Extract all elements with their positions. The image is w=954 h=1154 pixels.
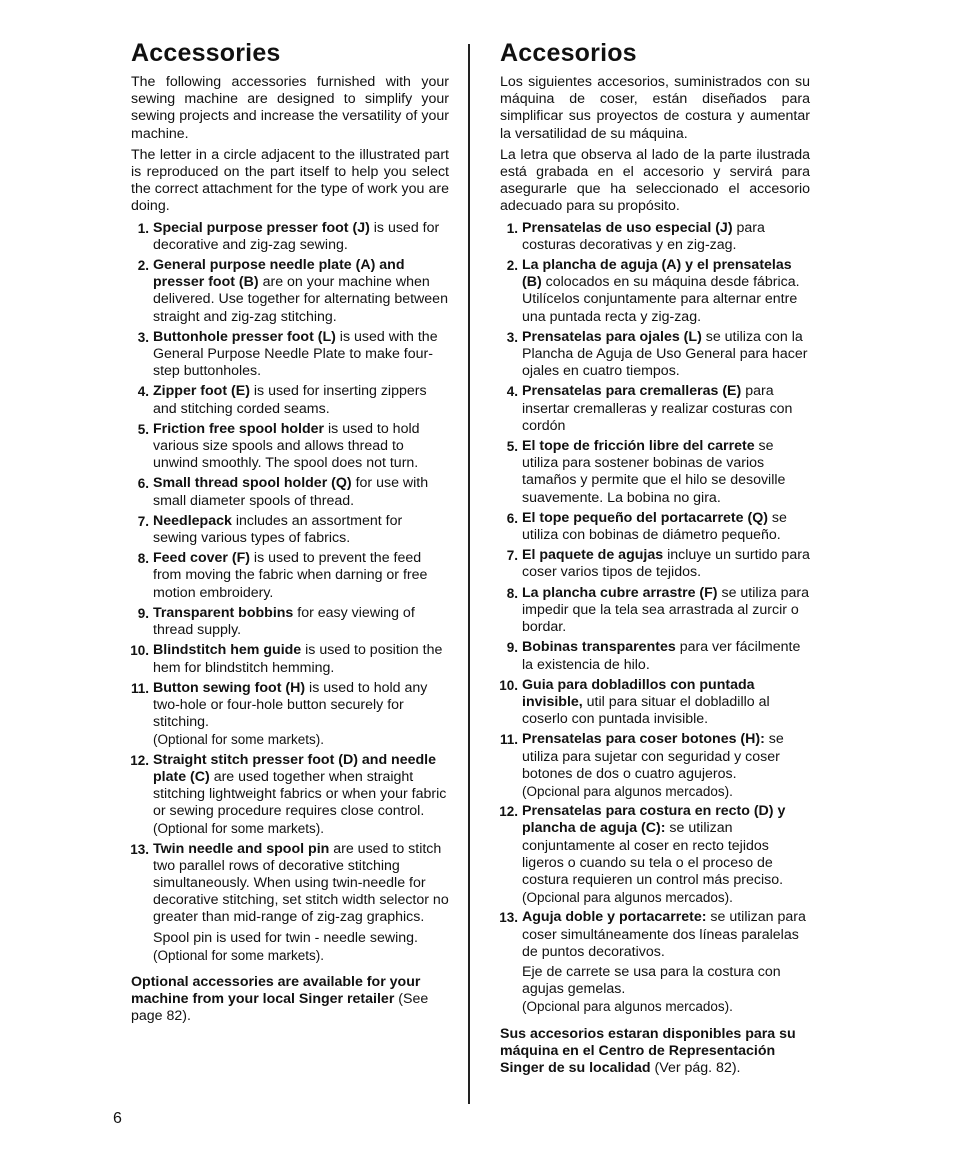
item-number: 2. bbox=[506, 258, 518, 274]
list-item bbox=[500, 510, 810, 544]
retailer-note-ref: (See page 82). bbox=[131, 991, 429, 1025]
item-number: 11. bbox=[499, 732, 518, 748]
item-description: util para situar el dobladillo al coserlo con puntada invisible. bbox=[522, 693, 770, 728]
item-name: Prensatelas para cremalleras (E) bbox=[522, 383, 742, 400]
item-number: 13. bbox=[130, 841, 149, 857]
item-description: for easy viewing of thread supply. bbox=[153, 604, 415, 639]
item-name: Needlepack bbox=[153, 512, 232, 529]
item-description: se utiliza para impedir que la tela sea arrastrada al zurcir o bordar. bbox=[522, 584, 810, 636]
item-name: El tope de fricción libre del carrete bbox=[522, 438, 755, 455]
page-number: 6 bbox=[113, 1110, 122, 1127]
item-number: 10. bbox=[499, 677, 518, 693]
item-description: is used for decorative and zig-zag sewing. bbox=[153, 219, 440, 253]
item-name: Special purpose presser foot (J) bbox=[153, 219, 370, 236]
list-item bbox=[500, 639, 810, 673]
item-note: (Opcional para algunos mercados). bbox=[522, 783, 733, 799]
item-description: colocados en su máquina desde fábrica. Utilícelos conjuntamente para alternar entre una puntada recta y zig-zag. bbox=[522, 274, 800, 325]
item-name: Prensatelas de uso especial (J) bbox=[522, 219, 733, 236]
item-name: Buttonhole presser foot (L) bbox=[153, 328, 336, 345]
item-description: is used with the General Purpose Needle Plate to make four-step buttonholes. bbox=[153, 328, 438, 380]
item-name: General purpose needle plate (A) and presser foot (B) bbox=[153, 257, 405, 291]
retailer-note-ref: (Ver pág. 82). bbox=[650, 1059, 741, 1076]
item-number: 8. bbox=[506, 585, 518, 601]
list-item bbox=[131, 383, 449, 417]
item-name: Feed cover (F) bbox=[153, 550, 250, 567]
item-description: se utiliza con bobinas de diámetro pequeño. bbox=[522, 509, 787, 544]
item-number: 13. bbox=[499, 910, 518, 926]
accessory-list-english bbox=[131, 220, 449, 964]
item-number: 11. bbox=[130, 680, 149, 696]
page-title-spanish: Accesorios bbox=[500, 39, 637, 67]
item-number: 4. bbox=[137, 384, 149, 400]
list-item bbox=[500, 547, 810, 581]
accessory-list-spanish bbox=[500, 220, 810, 1016]
item-description: is used for inserting zippers and stitching corded seams. bbox=[153, 383, 427, 417]
item-description: are on your machine when delivered. Use together for alternating between straight and zig-zag stitching. bbox=[153, 274, 448, 325]
spanish-column bbox=[500, 38, 810, 1077]
item-number: 7. bbox=[506, 548, 518, 564]
item-description: are used to stitch two parallel rows of decorative stitching simultaneously. When using twin-needle for decorative stitching, set stitch width selector no greater than mid-range of zig-zag graphics. bbox=[153, 840, 449, 926]
list-item bbox=[131, 841, 449, 964]
item-number: 2. bbox=[137, 258, 149, 274]
item-name: Straight stitch presser foot (D) and needle plate (C) bbox=[153, 751, 437, 785]
item-number: 6. bbox=[506, 510, 518, 526]
item-number: 9. bbox=[506, 640, 518, 656]
retailer-note-spanish bbox=[500, 1026, 810, 1078]
item-description: incluye un surtido para coser varios tipos de tejidos. bbox=[522, 547, 810, 581]
item-note: (Optional for some markets). bbox=[153, 732, 325, 748]
item-description: para insertar cremalleras y realizar costuras con cordón bbox=[522, 383, 793, 434]
list-item bbox=[131, 642, 449, 676]
item-description: se utiliza para sujetar con seguridad y coser botones de dos o cuatro agujeros. bbox=[522, 731, 784, 782]
item-name: La plancha cubre arrastre (F) bbox=[522, 584, 718, 601]
list-item bbox=[500, 329, 810, 381]
item-description: for use with small diameter spools of thread. bbox=[153, 475, 429, 509]
list-item bbox=[500, 677, 810, 729]
item-name: Button sewing foot (H) bbox=[153, 679, 306, 696]
list-item bbox=[131, 605, 449, 639]
list-item bbox=[500, 257, 810, 326]
list-item bbox=[500, 585, 810, 637]
item-name: Blindstitch hem guide bbox=[153, 642, 302, 659]
item-number: 12. bbox=[130, 752, 149, 768]
item-description: is used to prevent the feed from moving the fabric when darning or free motion embroidery. bbox=[153, 550, 428, 601]
list-item bbox=[131, 680, 449, 749]
item-number: 9. bbox=[137, 605, 149, 621]
item-note: (Opcional para algunos mercados). bbox=[522, 999, 733, 1015]
item-name: Bobinas transparentes bbox=[522, 639, 676, 656]
item-name: Prensatelas para ojales (L) bbox=[522, 328, 702, 345]
list-item bbox=[131, 329, 449, 381]
item-description: se utilizan conjuntamente al coser en recto tejidos ligeros o cuando su tela o el proceso de costura requieren un control más preciso. bbox=[522, 820, 784, 888]
item-name: El tope pequeño del portacarrete (Q) bbox=[522, 509, 768, 526]
list-item bbox=[131, 550, 449, 602]
item-description: se utilizan para coser simultáneamente dos líneas paralelas de puntos decorativos. bbox=[522, 909, 806, 960]
list-item bbox=[131, 752, 449, 838]
item-note: (Opcional para algunos mercados). bbox=[522, 890, 733, 906]
item-name: Zipper foot (E) bbox=[153, 383, 250, 400]
item-description: includes an assortment for sewing various types of fabrics. bbox=[153, 512, 403, 547]
list-item bbox=[500, 438, 810, 507]
list-item bbox=[131, 257, 449, 326]
list-item bbox=[500, 220, 810, 254]
list-item bbox=[131, 220, 449, 254]
list-item bbox=[500, 731, 810, 800]
intro-paragraph: Los siguientes accesorios, suministrados con su máquina de coser, están diseñados para simplificar sus proyectos de costura y aumentar la versatilidad de su máquina. bbox=[500, 74, 810, 142]
intro-paragraph: The letter in a circle adjacent to the illustrated part is reproduced on the part itself to help you select the correct attachment for the type of work you are doing. bbox=[131, 146, 449, 215]
item-number: 3. bbox=[506, 329, 518, 345]
item-number: 5. bbox=[137, 421, 149, 437]
item-number: 1. bbox=[137, 220, 149, 236]
item-extra: Spool pin is used for twin - needle sewing. bbox=[153, 929, 418, 946]
list-item bbox=[131, 513, 449, 547]
item-name: El paquete de agujas bbox=[522, 547, 664, 564]
item-description: se utiliza con la Plancha de Aguja de Uso General para hacer ojales en cuatro tiempos. bbox=[522, 328, 808, 380]
item-description: se utiliza para sostener bobinas de varios tamaños y permite que el hilo se desoville suavemente. La bobina no gira. bbox=[522, 438, 786, 506]
item-description: is used to position the hem for blindstitch hemming. bbox=[153, 642, 443, 676]
item-description: is used to hold any two-hole or four-hole button securely for stitching. bbox=[153, 679, 428, 731]
retailer-note-english bbox=[131, 974, 449, 1026]
item-description: para ver fácilmente la existencia de hilo. bbox=[522, 639, 801, 673]
item-name: Prensatelas para costura en recto (D) y plancha de aguja (C): bbox=[522, 803, 786, 837]
item-description: are used together when straight stitching lightweight fabrics or when your fabric or sewing procedure requires close control. bbox=[153, 768, 447, 820]
item-name: Prensatelas para coser botones (H): bbox=[522, 731, 765, 748]
item-note: (Optional for some markets). bbox=[153, 821, 325, 837]
item-number: 7. bbox=[137, 513, 149, 529]
item-name: Friction free spool holder bbox=[153, 420, 325, 437]
item-description: para costuras decorativas y en zig-zag. bbox=[522, 219, 765, 253]
item-number: 5. bbox=[506, 439, 518, 455]
item-name: Aguja doble y portacarrete: bbox=[522, 909, 707, 926]
list-item bbox=[500, 909, 810, 1015]
item-description: is used to hold various size spools and allows thread to unwind smoothly. The spool does not turn. bbox=[153, 420, 420, 472]
item-number: 10. bbox=[130, 643, 149, 659]
english-column bbox=[131, 38, 449, 1026]
item-name: La plancha de aguja (A) y el prensatelas (B) bbox=[522, 257, 792, 291]
list-item bbox=[131, 421, 449, 473]
item-number: 6. bbox=[137, 476, 149, 492]
item-extra: Eje de carrete se usa para la costura con agujas gemelas. bbox=[522, 963, 781, 998]
item-name: Transparent bobbins bbox=[153, 604, 294, 621]
item-name: Twin needle and spool pin bbox=[153, 840, 330, 857]
item-number: 8. bbox=[137, 551, 149, 567]
list-item bbox=[500, 383, 810, 435]
retailer-note-bold: Optional accessories are available for your machine from your local Singer retailer bbox=[131, 973, 421, 1008]
item-number: 1. bbox=[506, 220, 518, 236]
item-number: 12. bbox=[499, 804, 518, 820]
item-number: 4. bbox=[506, 384, 518, 400]
list-item bbox=[500, 803, 810, 906]
intro-paragraph: The following accessories furnished with your sewing machine are designed to simplify your sewing projects and increase the versatility of your machine. bbox=[131, 74, 449, 142]
retailer-note-bold: Sus accesorios estaran disponibles para su máquina en el Centro de Representación Singer de su localidad bbox=[500, 1025, 796, 1076]
item-name: Guia para dobladillos con puntada invisible, bbox=[522, 676, 755, 710]
intro-paragraph: La letra que observa al lado de la parte ilustrada está grabada en el accesorio y servirá para asegurarle que ha seleccionado el accesorio adecuado para su propósito. bbox=[500, 146, 810, 215]
list-item bbox=[131, 475, 449, 509]
item-number: 3. bbox=[137, 329, 149, 345]
item-note: (Optional for some markets). bbox=[153, 947, 325, 963]
item-name: Small thread spool holder (Q) bbox=[153, 475, 352, 492]
column-divider bbox=[468, 44, 470, 1104]
page-title-english: Accessories bbox=[131, 39, 281, 67]
